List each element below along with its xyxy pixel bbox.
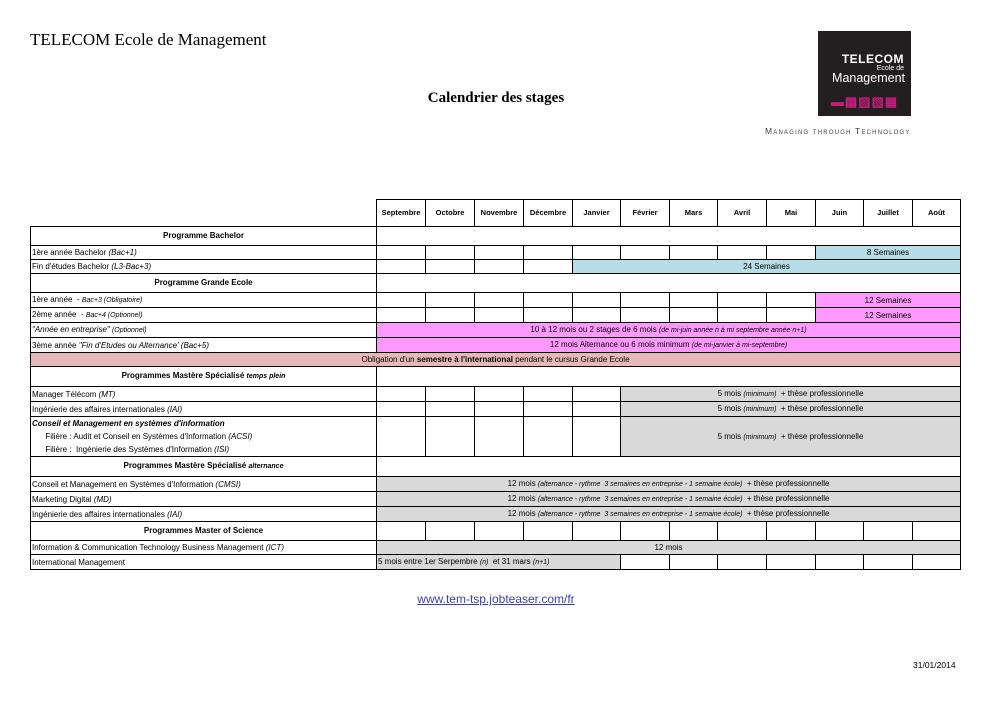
row-sublabel: Filière : Ingénierie des Systèmes d'Information (ISI) <box>32 445 230 454</box>
logo-line-1: TELECOM <box>841 52 904 66</box>
month-header: Mars <box>670 200 718 227</box>
tagline: Managing through Technology <box>765 126 911 136</box>
duration-bar: 12 mois Alternance ou 6 mois minimum (de mi-janvier à mi-septembre) <box>377 338 961 353</box>
table-row <box>31 338 961 353</box>
row-label: 1ère année Bachelor (Bac+1) <box>31 246 377 260</box>
row-label: Ingénierie des affaires internationales (IAI) <box>31 402 377 417</box>
international-semester-band: Obligation d'un semestre à l'international pendant le cursus Grande Ecole <box>31 353 961 367</box>
duration-bar: 5 mois (minimum) + thèse professionnelle <box>621 417 961 457</box>
row-label: Fin d'études Bachelor (L3-Bac+3) <box>31 260 377 274</box>
row-label: "Année en entreprise" (Optionnel) <box>31 323 377 338</box>
table-row <box>31 323 961 338</box>
row-label: 1ère année - Bac+3 (Obligatoire) <box>31 293 377 308</box>
section-title-ms-plein: Programmes Mastère Spécialisé temps plein <box>31 367 377 387</box>
row-label: 2ème année - Bac+4 (Optionnel) <box>31 308 377 323</box>
row-label-multiline <box>31 417 377 457</box>
logo-emblem: ▬▩▨▧▦ <box>830 95 899 109</box>
internship-calendar-table <box>30 199 961 570</box>
section-header-row <box>31 457 961 477</box>
table-row <box>31 293 961 308</box>
section-header-row <box>31 367 961 387</box>
table-row <box>31 507 961 522</box>
section-title-grande-ecole: Programme Grande Ecole <box>31 274 377 293</box>
row-label: Conseil et Management en Systèmes d'Information (CMSI) <box>31 477 377 492</box>
duration-bar: 12 Semaines <box>816 293 961 308</box>
telecom-logo <box>818 31 911 116</box>
table-row <box>31 387 961 402</box>
table-row <box>31 308 961 323</box>
table-row <box>31 260 961 274</box>
table-row <box>31 541 961 555</box>
duration-bar: 12 mois (alternance - rythme 3 semaines en entreprise - 1 semaine école) + thèse professionnelle <box>377 492 961 507</box>
table-row <box>31 402 961 417</box>
month-header: Décembre <box>524 200 573 227</box>
month-header: Juillet <box>864 200 913 227</box>
row-label: Information & Communication Technology Business Management (ICT) <box>31 541 377 555</box>
section-header-row <box>31 274 961 293</box>
duration-bar: 12 mois (alternance - rythme 3 semaines en entreprise - 1 semaine école) + thèse professionnelle <box>377 507 961 522</box>
duration-bar: 8 Semaines <box>816 246 961 260</box>
table-row <box>31 417 961 457</box>
table-row <box>31 477 961 492</box>
table-row <box>31 492 961 507</box>
section-header-row <box>31 227 961 246</box>
month-header: Avril <box>718 200 767 227</box>
duration-bar: 24 Semaines <box>573 260 961 274</box>
table-row <box>31 246 961 260</box>
section-title-msc: Programmes Master of Science <box>31 522 377 541</box>
row-sublabel: Filière : Audit et Conseil en Systèmes d'Information (ACSI) <box>32 432 253 441</box>
logo-line-3: Management <box>832 71 905 85</box>
month-header: Janvier <box>573 200 621 227</box>
jobteaser-link[interactable]: www.tem-tsp.jobteaser.com/fr <box>417 592 575 606</box>
duration-bar: 5 mois (minimum) + thèse professionnelle <box>621 387 961 402</box>
month-header: Août <box>913 200 961 227</box>
table-row <box>31 353 961 367</box>
month-header: Septembre <box>377 200 426 227</box>
month-header: Mai <box>767 200 816 227</box>
duration-bar: 12 mois (alternance - rythme 3 semaines en entreprise - 1 semaine école) + thèse professionnelle <box>377 477 961 492</box>
duration-bar: 5 mois entre 1er Serpembre (n) et 31 mars (n+1) <box>377 555 621 570</box>
month-header: Novembre <box>475 200 524 227</box>
duration-bar: 10 à 12 mois ou 2 stages de 6 mois (de mi-juin année n à mi septembre année n+1) <box>377 323 961 338</box>
row-label: Marketing Digital (MD) <box>31 492 377 507</box>
month-header: Juin <box>816 200 864 227</box>
month-header-row <box>31 200 961 227</box>
row-label: International Management <box>31 555 377 570</box>
month-header: Février <box>621 200 670 227</box>
month-header: Octobre <box>426 200 475 227</box>
section-title-ms-alternance: Programmes Mastère Spécialisé alternance <box>31 457 377 477</box>
duration-bar: 5 mois (minimum) + thèse professionnelle <box>621 402 961 417</box>
table-row <box>31 555 961 570</box>
logo-line-2: Ecole de <box>876 65 904 72</box>
organization-name: TELECOM Ecole de Management <box>30 30 267 49</box>
duration-bar: 12 mois <box>377 541 961 555</box>
page-title: Calendrier des stages <box>427 90 565 106</box>
row-label: 3ème année "Fin d'Etudes ou Alternance' (Bac+5) <box>31 338 377 353</box>
document-date: 31/01/2014 <box>913 660 956 670</box>
row-label: Ingénierie des affaires internationales (IAI) <box>31 507 377 522</box>
row-label: Conseil et Management en systèmes d'information <box>32 419 225 428</box>
row-label: Manager Télécom (MT) <box>31 387 377 402</box>
section-title-bachelor: Programme Bachelor <box>31 227 377 246</box>
duration-bar: 12 Semaines <box>816 308 961 323</box>
section-header-row <box>31 522 961 541</box>
